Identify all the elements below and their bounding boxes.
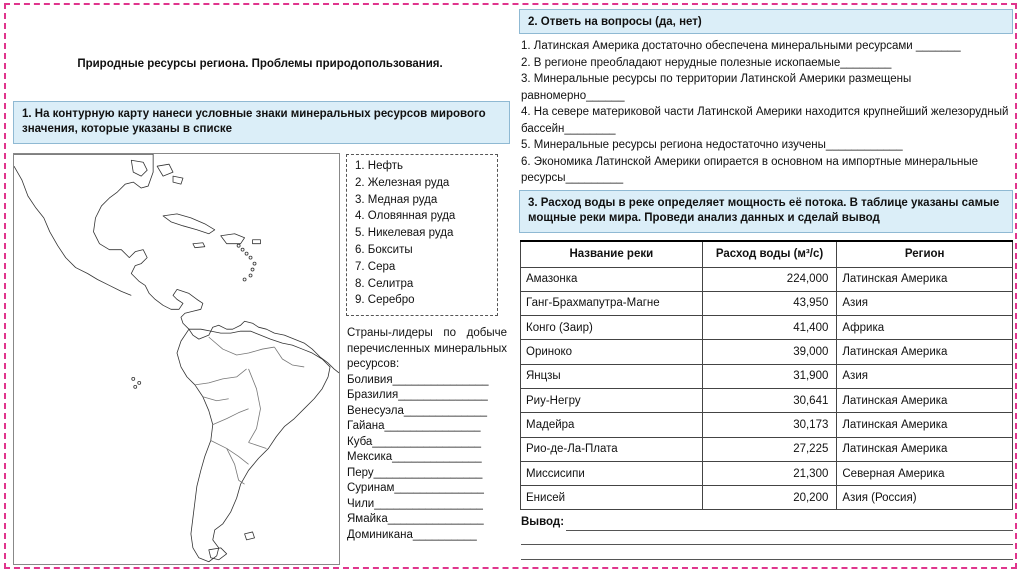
river-region: Азия — [837, 291, 1013, 315]
task1-text: 1. На контурную карту нанеси условные знаки минеральных ресурсов мирового значения, которые указаны в списке — [22, 108, 486, 135]
list-item: 9. Серебро — [355, 294, 415, 307]
river-discharge: 27,225 — [702, 437, 837, 461]
list-item: 5. Никелевая руда — [355, 227, 454, 240]
list-item: 6. Бокситы — [355, 243, 413, 256]
leaders-intro: Страны-лидеры по добыче перечисленных минеральных ресурсов: — [347, 327, 507, 370]
list-item: 1. Нефть — [355, 160, 403, 172]
question-item[interactable]: 1. Латинская Америка достаточно обеспечена минеральными ресурсами _______ — [521, 40, 961, 52]
country-answer-field[interactable]: Ямайка_______________ — [347, 513, 484, 525]
resources-list — [346, 154, 498, 316]
table-row — [521, 267, 1013, 291]
list-item: 8. Селитра — [355, 277, 414, 290]
conclusion-answer-line[interactable] — [566, 519, 1013, 531]
table-row — [521, 461, 1013, 485]
country-answer-field[interactable]: Бразилия______________ — [347, 389, 488, 401]
river-region: Африка — [837, 316, 1013, 340]
country-answer-field[interactable]: Суринам______________ — [347, 482, 484, 494]
list-item: 4. Оловянная руда — [355, 210, 456, 223]
leader-countries — [347, 326, 507, 543]
country-answer-field[interactable]: Боливия_______________ — [347, 373, 489, 386]
river-name: Риу-Негру — [521, 388, 703, 412]
river-discharge: 43,950 — [702, 291, 837, 315]
task2-box — [519, 9, 1013, 34]
rivers-table — [520, 240, 1013, 510]
river-name: Амазонка — [521, 267, 703, 291]
country-answer-field[interactable]: Венесуэла_____________ — [347, 404, 488, 417]
list-item: 3. Медная руда — [355, 193, 438, 206]
list-item: 2. Железная руда — [355, 176, 450, 189]
river-discharge: 30,173 — [702, 413, 837, 437]
conclusion-answer-line[interactable] — [521, 531, 1013, 546]
river-region: Латинская Америка — [837, 388, 1013, 412]
map-hispaniola — [221, 234, 245, 244]
map-jamaica — [193, 243, 205, 248]
table-header-row — [521, 241, 1013, 267]
river-region: Латинская Америка — [837, 340, 1013, 364]
conclusion-section — [521, 515, 1013, 560]
table-row — [521, 364, 1013, 388]
conclusion-first-line[interactable] — [521, 515, 1013, 531]
table-row — [521, 340, 1013, 364]
river-region: Азия (Россия) — [837, 486, 1013, 510]
river-discharge: 21,300 — [702, 461, 837, 485]
river-name: Ганг-Брахмапутра-Магне — [521, 291, 703, 315]
question-item[interactable]: 5. Минеральные ресурсы региона недостаточно изучены____________ — [521, 139, 903, 151]
task2-title: 2. Ответь на вопросы (да, нет) — [528, 16, 702, 28]
task1-box — [13, 101, 510, 144]
river-name: Рио-де-Ла-Плата — [521, 437, 703, 461]
river-discharge: 39,000 — [702, 340, 837, 364]
river-discharge: 41,400 — [702, 316, 837, 340]
header-river-name: Название реки — [521, 241, 703, 267]
map-cuba — [163, 214, 215, 234]
list-item: 7. Сера — [355, 260, 396, 273]
table-row — [521, 437, 1013, 461]
conclusion-label: Вывод: — [521, 516, 565, 528]
contour-map[interactable] — [13, 153, 340, 565]
question-item[interactable]: 3. Минеральные ресурсы по территории Латинской Америки размещены равномерно______ — [521, 73, 912, 102]
table-row — [521, 413, 1013, 437]
country-answer-field[interactable]: Гайана_______________ — [347, 420, 481, 432]
river-name: Ориноко — [521, 340, 703, 364]
country-answer-field[interactable]: Куба_________________ — [347, 435, 482, 448]
question-item[interactable]: 6. Экономика Латинской Америки опирается в основном на импортные минеральные ресурсы_________ — [521, 155, 979, 184]
country-answer-field[interactable]: Мексика______________ — [347, 451, 482, 463]
river-name: Конго (Заир) — [521, 316, 703, 340]
header-discharge: Расход воды (м³/с) — [702, 241, 837, 267]
river-name: Миссисипи — [521, 461, 703, 485]
page-title: Природные ресурсы региона. Проблемы природопользования. — [77, 58, 443, 70]
map-south-america — [177, 329, 330, 562]
river-discharge: 20,200 — [702, 486, 837, 510]
conclusion-answer-line[interactable] — [521, 545, 1013, 560]
task3-text: 3. Расход воды в реке определяет мощность её потока. В таблице указаны самые мощные реки мира. Проведи анализ данных и сделай вывод — [528, 197, 1000, 224]
map-north-america — [14, 154, 339, 373]
river-discharge: 31,900 — [702, 364, 837, 388]
river-name: Енисей — [521, 486, 703, 510]
table-row — [521, 388, 1013, 412]
river-name: Мадейра — [521, 413, 703, 437]
river-discharge: 224,000 — [702, 267, 837, 291]
river-region: Латинская Америка — [837, 413, 1013, 437]
questions-list — [521, 38, 1013, 187]
river-discharge: 30,641 — [702, 388, 837, 412]
task3-box — [519, 190, 1013, 233]
table-row — [521, 291, 1013, 315]
header-region: Регион — [837, 241, 1013, 267]
question-item[interactable]: 2. В регионе преобладают нерудные полезные ископаемые________ — [521, 56, 892, 69]
map-tierra-del-fuego — [209, 548, 227, 560]
river-region: Латинская Америка — [837, 267, 1013, 291]
country-answer-field[interactable]: Перу_________________ — [347, 466, 483, 479]
question-item[interactable]: 4. На севере материковой части Латинской Америки находится крупнейший железорудный бассейн________ — [521, 106, 1009, 135]
country-answer-field[interactable]: Чили_________________ — [347, 497, 483, 510]
river-region: Азия — [837, 364, 1013, 388]
table-row — [521, 486, 1013, 510]
table-row — [521, 316, 1013, 340]
river-name: Янцзы — [521, 364, 703, 388]
river-region: Латинская Америка — [837, 437, 1013, 461]
country-answer-field[interactable]: Доминикана__________ — [347, 528, 477, 541]
river-region: Северная Америка — [837, 461, 1013, 485]
